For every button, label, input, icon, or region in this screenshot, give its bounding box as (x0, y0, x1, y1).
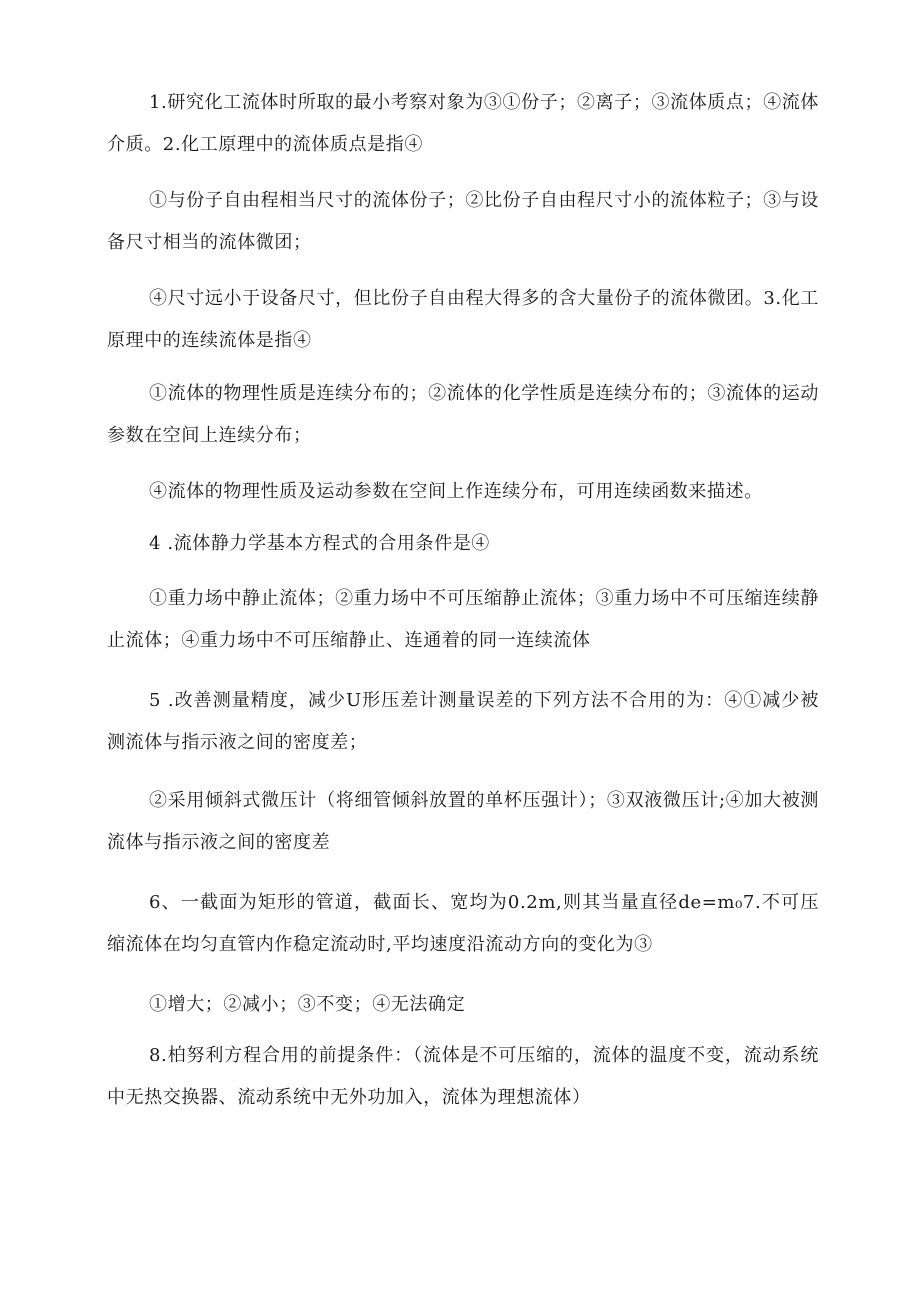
paragraph-q5-options: ②采用倾斜式微压计（将细管倾斜放置的单杯压强计）；③双液微压计;④加大被测流体与指示液之间的密度差 (107, 790, 819, 853)
paragraph-q6-q7: 6、一截面为矩形的管道，截面长、宽均为0.2m,则其当量直径de=m₀7.不可压缩流体在均匀直管内作稳定流动时,平均速度沿流动方向的变化为③ (107, 892, 819, 955)
paragraph-q4-options: ①重力场中静止流体；②重力场中不可压缩静止流体；③重力场中不可压缩连续静止流体；④重力场中不可压缩静止、连通着的同一连续流体 (107, 588, 819, 651)
paragraph-q2-options-a: ①与份子自由程相当尺寸的流体份子；②比份子自由程尺寸小的流体粒子；③与设备尺寸相当的流体微团； (107, 190, 819, 253)
paragraph-q2-option-d-q3: ④尺寸远小于设备尺寸，但比份子自由程大得多的含大量份子的流体微团。3.化工原理中的连续流体是指④ (107, 288, 819, 351)
paragraph-q8: 8.柏努利方程合用的前提条件：（流体是不可压缩的，流体的温度不变，流动系统中无热交换器、流动系统中无外功加入，流体为理想流体） (107, 1045, 819, 1108)
paragraph-q5: 5 .改善测量精度，减少U形压差计测量误差的下列方法不合用的为：④①减少被测流体与指示液之间的密度差； (107, 690, 819, 753)
paragraph-q3-options-a: ①流体的物理性质是连续分布的；②流体的化学性质是连续分布的；③流体的运动参数在空间上连续分布； (107, 383, 819, 446)
paragraph-q1-q2: 1.研究化工流体时所取的最小考察对象为③①份子；②离子；③流体质点；④流体介质。2.化工原理中的流体质点是指④ (107, 92, 819, 155)
paragraph-q4: 4 .流体静力学基本方程式的合用条件是④ (149, 533, 490, 554)
paragraph-q3-option-d: ④流体的物理性质及运动参数在空间上作连续分布，可用连续函数来描述。 (149, 481, 763, 502)
paragraph-q7-options: ①增大；②减小；③不变；④无法确定 (149, 994, 466, 1015)
